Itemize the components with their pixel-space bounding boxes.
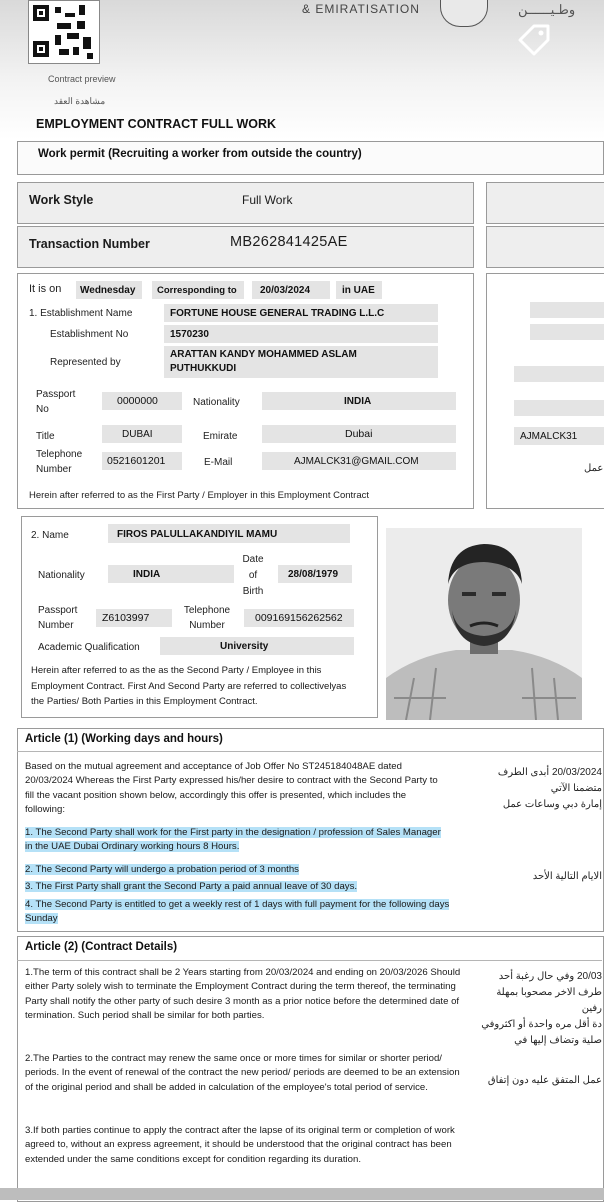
nationality-value-2: INDIA [133,569,161,580]
right-field-3 [514,366,604,382]
article1-ar-1: 20/03/2024 أبدى الطرف [497,767,602,778]
day-value: Wednesday [80,285,136,296]
emirate-value: Dubai [345,428,373,440]
name-label: 2. Name [31,530,69,541]
article2-heading-underline [17,960,602,961]
article2-ar-3: رفين [581,1003,602,1014]
nationality-label-1: Nationality [193,397,240,408]
passport-no-value: 0000000 [117,395,158,407]
right-field-2 [530,324,604,340]
qualification-label: Academic Qualification [38,642,140,653]
article2-ar-2: طرف الاخر مصحوبا بمهلة [496,987,602,998]
article1-ar-3: إمارة دبي وساعات عمل [502,799,602,810]
passport-value-2: Z6103997 [102,612,150,624]
article1-ar-4: الايام التالية الأحد [532,871,602,882]
telephone-label-2: Telephone Number [183,605,231,631]
title-label: Title [36,431,55,442]
article1-item3-text: 3. The First Party shall grant the Second Party a paid annual leave of 30 days. [25,881,358,892]
telephone-value-1: 0521601201 [107,455,166,467]
passport-no-label: Passport No [36,389,76,415]
contract-preview-arabic: مشاهدة العقد [54,96,106,106]
article1-item4-text: 4. The Second Party is entitled to get a weekly rest of 1 days with full payment for the following days Sunday [25,899,450,925]
article2-p2: 2.The Parties to the contract may renew the same once or more times for similar or shorter period/ periods. In the event of renewal of the contract the new period/ periods are deemed to be an extension of the original period and shall be added in calculation of the employee's total period of service. [25,1053,460,1093]
article2-heading: Article (2) (Contract Details) [25,941,178,953]
it-is-on-label: It is on [29,283,62,295]
emiratisation-text: & EMIRATISATION [302,2,420,16]
emirate-label: Emirate [203,431,238,442]
right-box-2 [486,226,604,268]
establishment-no-value: 1570230 [170,329,209,340]
qualification-value: University [220,641,269,652]
article1-item1 [25,826,445,855]
article1-ar-2: متضمنا الآتي [550,783,602,794]
name-value: FIROS PALULLAKANDIYIL MAMU [117,529,278,540]
article1-item2 [25,863,445,877]
article2-ar-4: دة أقل مره واحدة أو اكثروفي [481,1019,602,1030]
transaction-label: Transaction Number [29,237,150,251]
contract-preview-label: Contract preview [48,74,116,84]
second-party-footer: Herein after referred to as the as the Second Party / Employee in this Employment Contract. First And Second Party are referred to collectivelyas the Parties/ Both Parties in this Employment Contract. [31,665,347,707]
represented-by-label: Represented by [50,357,121,368]
article2-p1: 1.The term of this contract shall be 2 Years starting from 20/03/2024 and ending on 20/03/2026 Should either Party solely wish to terminate the Employment Contract during the term thereof, the terminating Party shall notify the other party of such desire 3 month as a prior notice before the determined date of termination. Such period shall be similar for both parties. [25,967,461,1021]
title-value: DUBAI [122,429,153,440]
article2-ar-6: عمل المتفق عليه دون إتفاق [487,1075,602,1086]
page-title: EMPLOYMENT CONTRACT FULL WORK [36,117,277,131]
represented-by-value: ARATTAN KANDY MOHAMMED ASLAM PUTHUKKUDI [170,349,357,374]
right-field-1 [530,302,604,318]
article1-item3 [25,880,445,894]
email-label: E-Mail [204,457,233,468]
qr-code-icon [28,0,100,64]
nationality-value-1: INDIA [344,396,372,407]
establishment-name-value: FORTUNE HOUSE GENERAL TRADING L.L.C [170,308,385,319]
work-style-label: Work Style [29,193,94,207]
nationality-field-2 [108,565,234,583]
article1-item2-text: 2. The Second Party will undergo a probation period of 3 months [25,864,299,875]
in-uae-label: in UAE [342,285,375,296]
telephone-value-2: 009169156262562 [255,612,343,624]
transaction-value: MB262841425AE [230,234,348,250]
nationality-label-2: Nationality [38,570,85,581]
establishment-name-label: 1. Establishment Name [29,308,133,319]
article2-p3: 3.If both parties continue to apply the contract after the lapse of its original term or completion of work agreed to, without an express agreement, it should be understood that the original contract has been extended under the same conditions except for condition regarding its duration. [25,1125,455,1165]
dob-value: 28/08/1979 [288,569,339,580]
first-party-footer: Herein after referred to as the First Party / Employer in this Employment Contract [29,490,370,501]
article1-intro: Based on the mutual agreement and acceptance of Job Offer No ST245184048AE dated 20/03/2024 Whereas the First Party expressed his/her desire to contract with the Second Party to fill the vacant position shown below, accordingly this offer is presented, which includes the following: [25,761,438,815]
tag-icon[interactable] [516,22,552,58]
work-permit-text: Work permit (Recruiting a worker from outside the country) [38,148,362,160]
corresponding-label: Corresponding to [157,285,237,296]
article1-heading-underline [17,751,602,752]
email-value: AJMALCK31@GMAIL.COM [294,456,419,467]
telephone-label-1: Telephone Number [36,449,83,475]
establishment-no-label: Establishment No [50,329,129,340]
right-box-1 [486,182,604,224]
article2-ar-5: صلية وتضاف إليها في [514,1035,602,1046]
article1-heading: Article (1) (Working days and hours) [25,733,223,745]
right-email-fragment: AJMALCK31 [520,431,578,442]
bottom-bar [0,1188,604,1200]
article1-item1-text: 1. The Second Party shall work for the First party in the designation / profession of Sales Manager in the UAE Dubai Ordinary working hours 8 Hours. [25,827,441,853]
right-field-4 [514,400,604,416]
article1-item4 [25,898,470,927]
work-style-value: Full Work [242,193,293,207]
ministry-arabic-text: وطـيــــــن [518,2,576,17]
article2-ar-1: 20/03 وفي حال رغبة أحد [498,971,602,982]
passport-label-2: Passport Number [38,605,78,631]
right-arabic-fragment: عمل [584,463,604,474]
date-value: 20/03/2024 [260,285,311,296]
dob-label: Date of Birth [242,554,264,597]
employee-photo [386,528,582,720]
